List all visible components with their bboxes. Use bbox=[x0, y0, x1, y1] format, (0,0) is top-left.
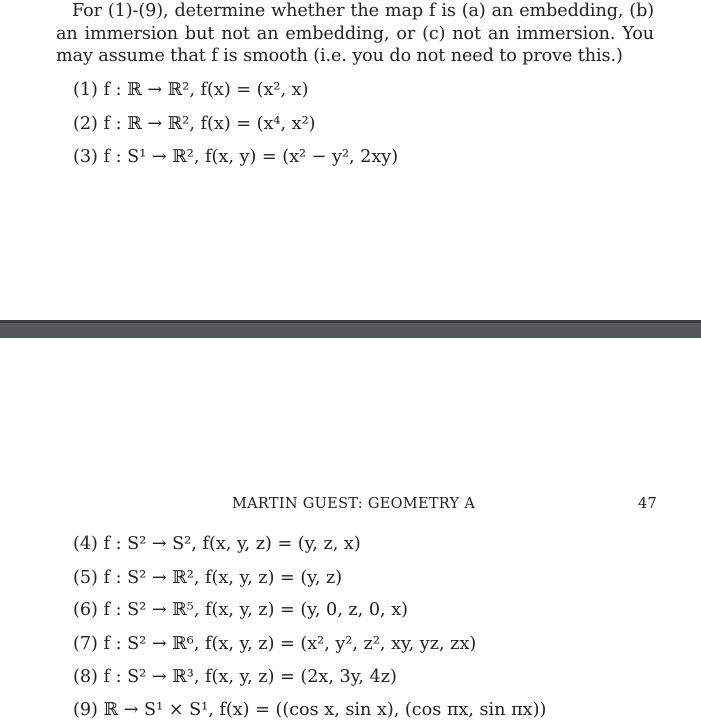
problem-item-4: (4) f : S² → S², f(x, y, z) = (y, z, x) bbox=[73, 534, 361, 554]
running-header bbox=[0, 496, 701, 518]
problem-item-2: (2) f : ℝ → ℝ², f(x) = (x⁴, x²) bbox=[73, 114, 316, 134]
page-number: 47 bbox=[638, 496, 658, 512]
problem-item-3: (3) f : S¹ → ℝ², f(x, y) = (x² − y², 2xy) bbox=[73, 147, 399, 167]
page-separator bbox=[0, 320, 701, 338]
page-2 bbox=[0, 338, 701, 726]
problem-item-9: (9) ℝ → S¹ × S¹, f(x) = ((cos x, sin x), (cos πx, sin πx)) bbox=[73, 700, 547, 720]
problem-item-5: (5) f : S² → ℝ², f(x, y, z) = (y, z) bbox=[73, 568, 343, 588]
problem-item-1: (1) f : ℝ → ℝ², f(x) = (x², x) bbox=[73, 80, 309, 100]
problem-intro: For (1)-(9), determine whether the map f is (a) an embedding, (b) an immersion but not an embedding, or (c) not an immersion. You may assume that f is smooth (i.e. you do not need to prove this.) bbox=[56, 1, 654, 67]
problem-item-7: (7) f : S² → ℝ⁶, f(x, y, z) = (x², y², z², xy, yz, zx) bbox=[73, 634, 477, 654]
problem-item-8: (8) f : S² → ℝ³, f(x, y, z) = (2x, 3y, 4z) bbox=[73, 667, 397, 687]
problem-item-6: (6) f : S² → ℝ⁵, f(x, y, z) = (y, 0, z, 0, x) bbox=[73, 600, 409, 620]
running-head-title: MARTIN GUEST: GEOMETRY A bbox=[232, 496, 476, 512]
page-1 bbox=[0, 0, 701, 320]
